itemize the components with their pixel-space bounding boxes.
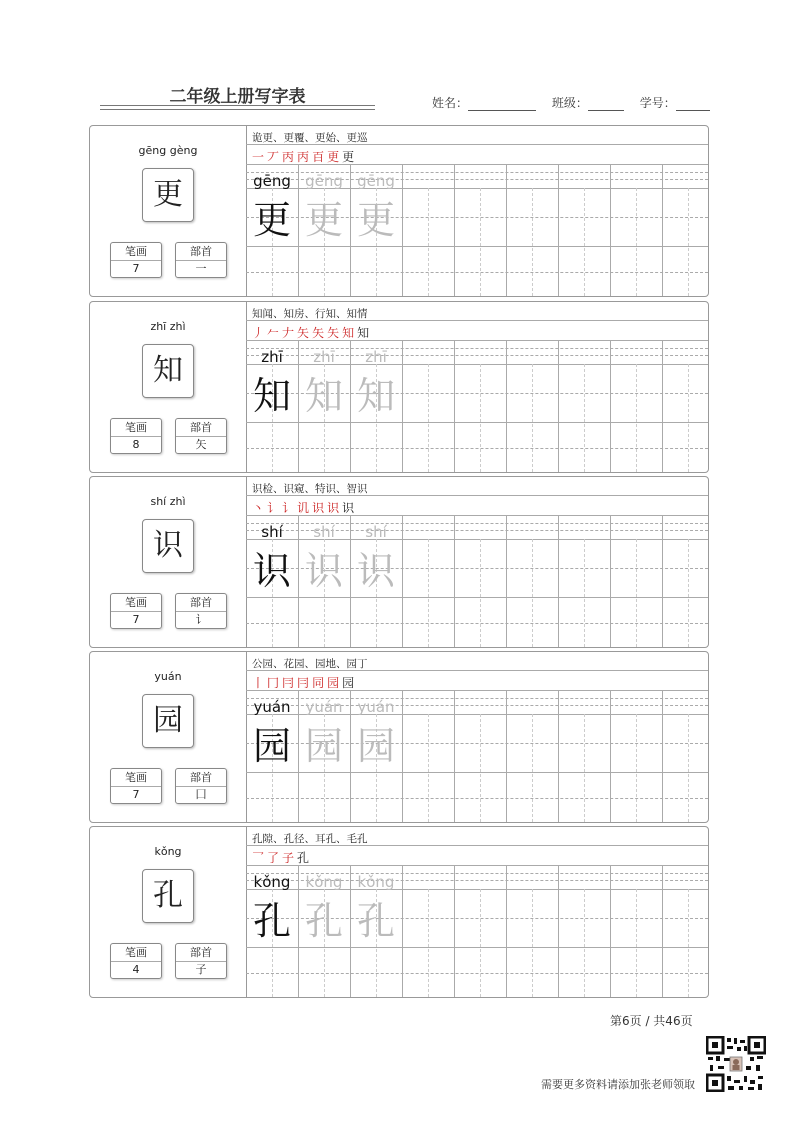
main-character: 知	[142, 344, 194, 398]
grid-line	[246, 772, 708, 773]
grid-line	[246, 422, 708, 423]
stroke-count-label: 笔画	[111, 419, 161, 437]
example-words: 公园、花园、园地、园丁	[252, 658, 368, 670]
radical-label: 部首	[176, 243, 226, 261]
grid-line	[558, 515, 559, 647]
grid-line	[246, 144, 708, 145]
main-character: 更	[142, 168, 194, 222]
stroke-step: 讠	[267, 501, 281, 515]
pinyin-practice: kǒng	[253, 873, 291, 891]
stroke-step: 识	[327, 501, 341, 515]
pinyin-practice: yuán	[253, 698, 291, 716]
stroke-step: 孔	[297, 851, 311, 865]
class-label: 班级：	[551, 96, 588, 110]
character-practice: 更	[252, 198, 291, 242]
main-character: 识	[142, 519, 194, 573]
grid-line	[532, 889, 533, 997]
grid-line	[246, 947, 708, 948]
grid-line	[454, 515, 455, 647]
grid-line	[428, 539, 429, 647]
character-practice: 识	[356, 549, 395, 593]
grid-line	[246, 246, 708, 247]
writing-panel	[246, 126, 708, 296]
grid-line	[480, 188, 481, 296]
grid-line	[428, 714, 429, 822]
stroke-count-label: 笔画	[111, 944, 161, 962]
grid-line	[584, 188, 585, 296]
example-words: 诡更、更覆、更始、更巡	[252, 132, 368, 144]
grid-line	[246, 448, 708, 449]
grid-line	[246, 623, 708, 624]
radical-box	[175, 593, 227, 629]
stroke-step: 丙	[282, 150, 296, 164]
grid-line	[428, 889, 429, 997]
character-practice: 识	[252, 549, 291, 593]
grid-line	[402, 164, 403, 296]
example-words: 知闻、知房、行知、知情	[252, 308, 368, 320]
example-words: 孔隙、孔径、耳孔、毛孔	[252, 833, 368, 845]
grid-line	[636, 364, 637, 472]
grid-line	[558, 865, 559, 997]
grid-line	[246, 690, 708, 691]
grid-line	[636, 539, 637, 647]
radical-label: 部首	[176, 594, 226, 612]
stroke-count-value: 4	[132, 963, 140, 976]
stroke-step: 丙	[297, 150, 311, 164]
stroke-step: 了	[267, 851, 281, 865]
grid-line	[506, 164, 507, 296]
grid-line	[454, 340, 455, 472]
grid-line	[246, 320, 708, 321]
grid-line	[428, 188, 429, 296]
pinyin-practice: zhī	[313, 348, 335, 366]
pinyin-practice: shí	[365, 523, 387, 541]
title-rule	[100, 109, 375, 110]
stroke-step: 矢	[297, 326, 311, 340]
pinyin-practice: yuán	[357, 698, 395, 716]
grid-line	[688, 539, 689, 647]
radical-value: 讠	[195, 613, 207, 626]
grid-line	[610, 164, 611, 296]
grid-line	[246, 973, 708, 974]
grid-line	[532, 364, 533, 472]
grid-line	[584, 364, 585, 472]
grid-line	[246, 272, 708, 273]
stroke-step: 更	[327, 150, 341, 164]
stroke-step: 同	[312, 676, 326, 690]
grid-line	[402, 690, 403, 822]
character-practice: 园	[252, 724, 291, 768]
stroke-step: 矢	[327, 326, 341, 340]
character-practice: 园	[356, 724, 395, 768]
stroke-step: 乛	[252, 851, 266, 865]
character-practice: 孔	[252, 899, 291, 943]
stroke-step: 丆	[267, 150, 281, 164]
radical-value: 矢	[195, 438, 207, 451]
main-character: 孔	[142, 869, 194, 923]
writing-panel	[246, 477, 708, 647]
stroke-step: 园	[342, 676, 356, 690]
character-card	[89, 826, 709, 998]
radical-label: 部首	[176, 944, 226, 962]
stroke-count-box	[110, 242, 162, 278]
grid-line	[480, 889, 481, 997]
character-practice: 知	[252, 374, 291, 418]
grid-line	[662, 164, 663, 296]
character-info-panel	[90, 126, 247, 296]
grid-line	[662, 515, 663, 647]
writing-panel	[246, 827, 708, 997]
stroke-count-value: 7	[132, 788, 140, 801]
grid-line	[454, 865, 455, 997]
student-info	[432, 94, 722, 111]
class-field[interactable]	[588, 98, 624, 111]
character-practice: 孔	[304, 899, 343, 943]
radical-box	[175, 418, 227, 454]
writing-panel	[246, 652, 708, 822]
pinyin-practice: zhī	[261, 348, 283, 366]
character-card	[89, 125, 709, 297]
radical-label: 部首	[176, 419, 226, 437]
stroke-count-label: 笔画	[111, 594, 161, 612]
grid-line	[246, 845, 708, 846]
grid-line	[584, 714, 585, 822]
grid-line	[454, 690, 455, 822]
id-label: 学号：	[639, 96, 676, 110]
writing-panel	[246, 302, 708, 472]
stroke-count-label: 笔画	[111, 243, 161, 261]
main-character: 园	[142, 694, 194, 748]
grid-line	[688, 188, 689, 296]
grid-line	[246, 597, 708, 598]
page-number: 第6页 / 共46页	[610, 1014, 693, 1028]
pinyin-readings: yuán	[154, 670, 182, 683]
character-info-panel	[90, 827, 247, 997]
grid-line	[480, 364, 481, 472]
name-field[interactable]	[468, 98, 536, 111]
grid-line	[246, 670, 708, 671]
grid-line	[688, 364, 689, 472]
id-field[interactable]	[676, 98, 710, 111]
pinyin-practice: shí	[313, 523, 335, 541]
character-practice: 园	[304, 724, 343, 768]
grid-line	[662, 865, 663, 997]
character-info-panel	[90, 477, 247, 647]
stroke-step: 一	[252, 150, 266, 164]
stroke-order	[252, 499, 357, 516]
grid-line	[506, 690, 507, 822]
stroke-count-label: 笔画	[111, 769, 161, 787]
grid-line	[506, 865, 507, 997]
pinyin-practice: kǒng	[305, 873, 343, 891]
pinyin-readings: shí zhì	[150, 495, 186, 508]
grid-line	[246, 495, 708, 496]
grid-line	[480, 714, 481, 822]
radical-box	[175, 242, 227, 278]
stroke-order	[252, 148, 357, 165]
grid-line	[584, 539, 585, 647]
character-practice: 更	[304, 198, 343, 242]
stroke-count-box	[110, 768, 162, 804]
grid-line	[246, 798, 708, 799]
grid-line	[480, 539, 481, 647]
stroke-count-box	[110, 418, 162, 454]
grid-line	[636, 889, 637, 997]
pinyin-practice: shí	[261, 523, 283, 541]
radical-value: 一	[195, 262, 207, 275]
stroke-count-value: 7	[132, 262, 140, 275]
stroke-step: 冂	[267, 676, 281, 690]
grid-line	[558, 340, 559, 472]
stroke-step: 丿	[252, 326, 266, 340]
qr-code-icon	[706, 1036, 766, 1092]
stroke-step: 识	[312, 501, 326, 515]
grid-line	[558, 164, 559, 296]
name-label: 姓名：	[432, 96, 469, 110]
stroke-count-value: 8	[132, 438, 140, 451]
radical-value: 子	[195, 963, 207, 976]
grid-line	[246, 515, 708, 516]
grid-line	[428, 364, 429, 472]
pinyin-practice: gēng	[253, 172, 291, 190]
stroke-step: 丨	[252, 676, 266, 690]
character-info-panel	[90, 302, 247, 472]
grid-line	[636, 188, 637, 296]
pinyin-practice: gēng	[357, 172, 395, 190]
footer-note: 需要更多资料请添加张老师领取	[541, 1078, 695, 1091]
pinyin-practice: yuán	[305, 698, 343, 716]
character-practice: 更	[356, 198, 395, 242]
pinyin-readings: zhī zhì	[150, 320, 186, 333]
pinyin-readings: gēng gèng	[138, 144, 198, 157]
stroke-step: 子	[282, 851, 296, 865]
grid-line	[610, 515, 611, 647]
grid-line	[688, 714, 689, 822]
radical-label: 部首	[176, 769, 226, 787]
pinyin-practice: gēng	[305, 172, 343, 190]
stroke-step: 知	[342, 326, 356, 340]
stroke-step: 𠂇	[282, 326, 296, 340]
stroke-order	[252, 849, 312, 866]
stroke-step: 矢	[312, 326, 326, 340]
doc-title: 二年级上册写字表	[169, 87, 306, 107]
grid-line	[402, 515, 403, 647]
stroke-count-box	[110, 943, 162, 979]
grid-line	[688, 889, 689, 997]
title-rule	[100, 105, 375, 106]
radical-box	[175, 943, 227, 979]
grid-line	[532, 539, 533, 647]
character-practice: 知	[356, 374, 395, 418]
stroke-order	[252, 324, 372, 341]
grid-line	[246, 340, 708, 341]
stroke-step: 丶	[252, 501, 266, 515]
stroke-step: 知	[357, 326, 371, 340]
grid-line	[532, 188, 533, 296]
grid-line	[454, 164, 455, 296]
stroke-step: 百	[312, 150, 326, 164]
example-words: 识检、识窥、特识、智识	[252, 483, 368, 495]
character-card	[89, 476, 709, 648]
character-practice: 知	[304, 374, 343, 418]
stroke-order	[252, 674, 357, 691]
stroke-step: 讠	[282, 501, 296, 515]
pinyin-readings: kǒng	[154, 845, 182, 858]
grid-line	[610, 340, 611, 472]
grid-line	[506, 340, 507, 472]
character-practice: 孔	[356, 899, 395, 943]
grid-line	[584, 889, 585, 997]
stroke-count-box	[110, 593, 162, 629]
grid-line	[662, 690, 663, 822]
stroke-step: 更	[342, 150, 356, 164]
grid-line	[246, 164, 708, 165]
stroke-step: 冃	[297, 676, 311, 690]
character-card	[89, 651, 709, 823]
stroke-count-value: 7	[132, 613, 140, 626]
grid-line	[636, 714, 637, 822]
grid-line	[610, 690, 611, 822]
grid-line	[532, 714, 533, 822]
grid-line	[246, 865, 708, 866]
grid-line	[402, 865, 403, 997]
radical-box	[175, 768, 227, 804]
stroke-step: 识	[342, 501, 356, 515]
radical-value: 囗	[195, 788, 207, 801]
pinyin-practice: kǒng	[357, 873, 395, 891]
stroke-step: 讥	[297, 501, 311, 515]
pinyin-practice: zhī	[365, 348, 387, 366]
grid-line	[662, 340, 663, 472]
grid-line	[506, 515, 507, 647]
character-info-panel	[90, 652, 247, 822]
stroke-step: 园	[327, 676, 341, 690]
stroke-step: 𠂉	[267, 326, 281, 340]
grid-line	[402, 340, 403, 472]
character-card	[89, 301, 709, 473]
character-practice: 识	[304, 549, 343, 593]
stroke-step: 冃	[282, 676, 296, 690]
grid-line	[610, 865, 611, 997]
grid-line	[558, 690, 559, 822]
